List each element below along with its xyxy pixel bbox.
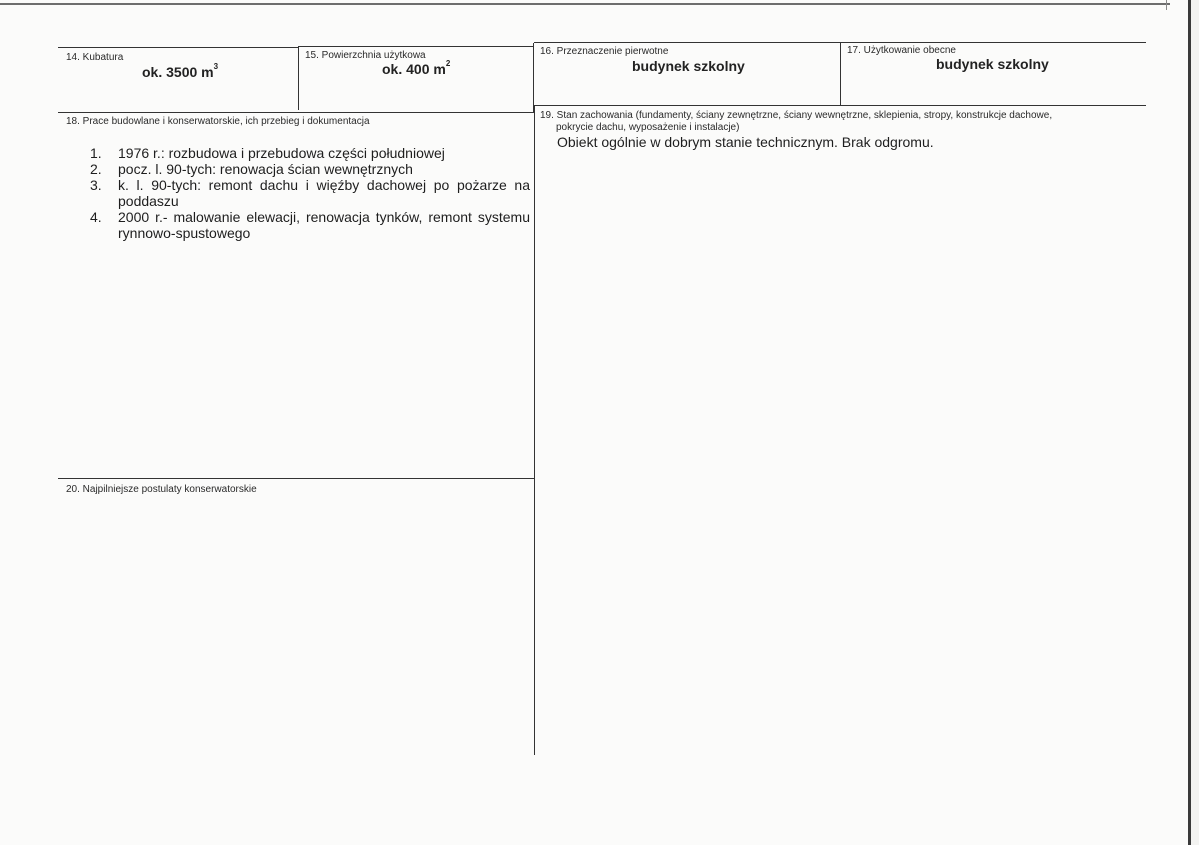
field-14-value xyxy=(142,64,218,80)
row20-top-border xyxy=(58,478,534,479)
field-18-label: 18. Prace budowlane i konserwatorskie, ich przebieg i dokumentacja xyxy=(66,116,370,127)
list-item-text: 2000 r.- malowanie elewacji, renowacja tynków, remont systemu rynnowo-spustowego xyxy=(118,209,530,241)
divider-16-17 xyxy=(840,42,841,106)
list-item xyxy=(90,161,530,177)
row2-top-border-left xyxy=(58,112,534,113)
divider-14-15 xyxy=(298,46,299,110)
field-14-label: 14. Kubatura xyxy=(66,52,124,63)
field-14-value-text: ok. 3500 m xyxy=(142,64,214,80)
field-15-label: 15. Powierzchnia użytkowa xyxy=(305,50,426,61)
list-item-number: 4. xyxy=(90,209,102,225)
row1-top-border xyxy=(58,47,298,48)
row1-top-border-2 xyxy=(298,46,534,47)
divider-main-vertical xyxy=(534,105,535,755)
field-15-value-sup: 2 xyxy=(445,59,451,68)
list-item-text: k. l. 90-tych: remont dachu i więźby dachowej po pożarze na poddaszu xyxy=(118,177,530,209)
field-17-value: budynek szkolny xyxy=(936,56,1049,72)
field-17-label: 17. Użytkowanie obecne xyxy=(847,45,956,56)
list-item-number: 2. xyxy=(90,161,102,177)
row2-top-border-right xyxy=(534,105,1146,106)
field-19-label-line2: pokrycie dachu, wyposażenie i instalacje) xyxy=(556,122,740,133)
list-item xyxy=(90,177,530,209)
field-16-label: 16. Przeznaczenie pierwotne xyxy=(540,46,669,57)
list-item xyxy=(90,145,530,161)
field-20-label: 20. Najpilniejsze postulaty konserwatorskie xyxy=(66,484,257,495)
list-item-text: pocz. l. 90-tych: renowacja ścian wewnętrznych xyxy=(118,161,413,177)
field-15-value-text: ok. 400 m xyxy=(382,61,446,77)
list-item xyxy=(90,209,530,241)
page-edge-top xyxy=(0,3,1170,5)
page-edge-mark xyxy=(1166,0,1167,10)
field-14-value-sup: 3 xyxy=(213,62,219,71)
list-item-number: 3. xyxy=(90,177,102,193)
field-18-list xyxy=(90,145,530,241)
list-item-number: 1. xyxy=(90,145,102,161)
page-edge-right xyxy=(1188,0,1191,845)
divider-15-16 xyxy=(533,43,534,113)
field-16-value: budynek szkolny xyxy=(632,58,745,74)
field-15-value xyxy=(382,61,450,77)
field-19-text: Obiekt ogólnie w dobrym stanie technicznym. Brak odgromu. xyxy=(557,134,934,150)
field-19-label-line1: 19. Stan zachowania (fundamenty, ściany zewnętrzne, ściany wewnętrzne, sklepienia, stropy, konstrukcje dachowe, xyxy=(540,110,1053,121)
list-item-text: 1976 r.: rozbudowa i przebudowa części południowej xyxy=(118,145,445,161)
